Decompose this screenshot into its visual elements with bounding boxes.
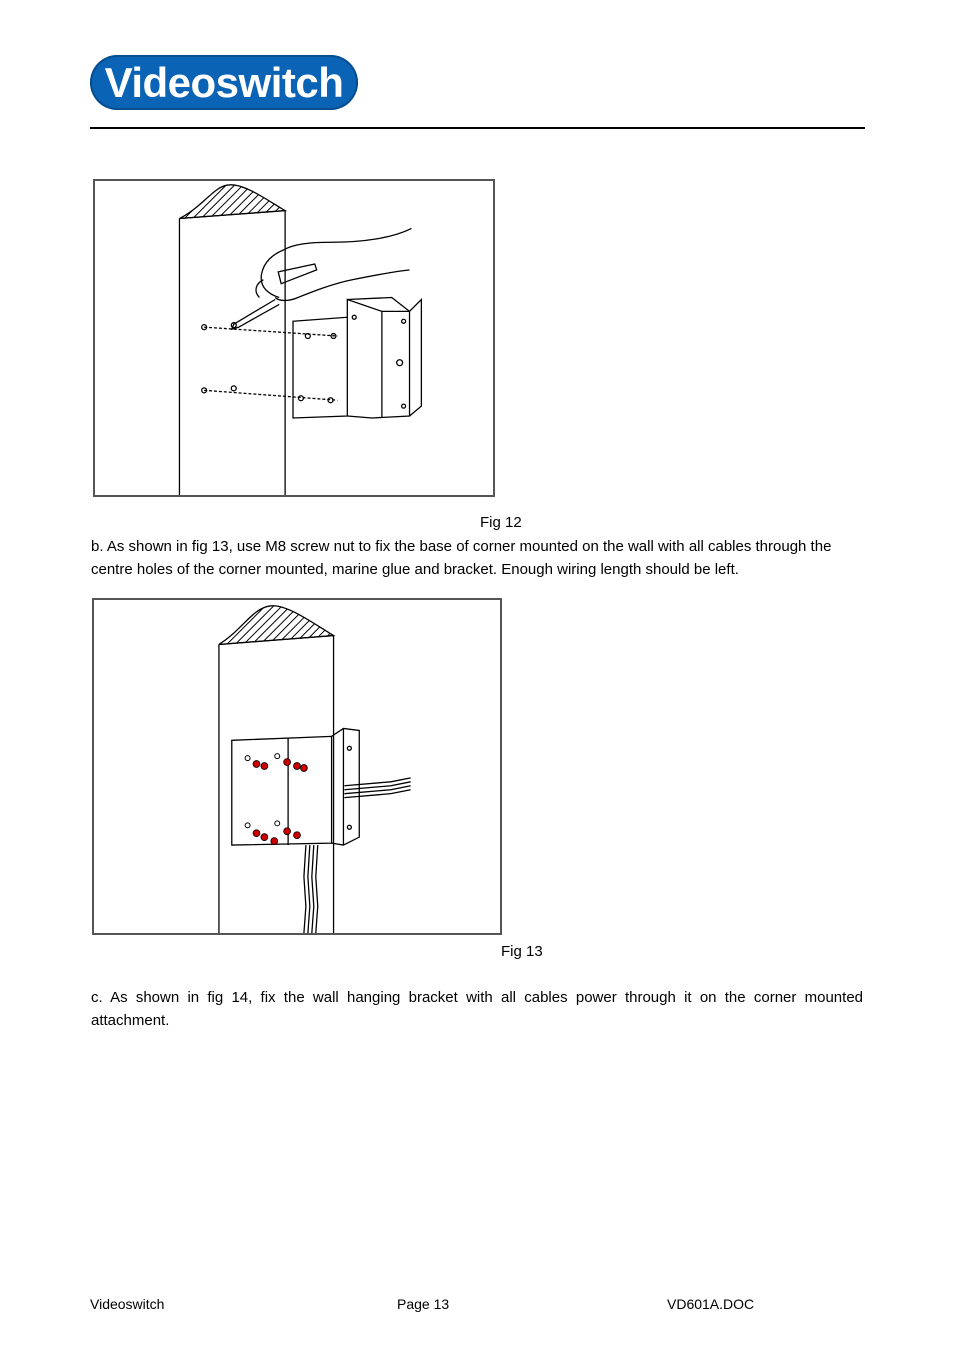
figure-12-illustration	[93, 179, 495, 497]
footer-company: Videoswitch	[90, 1296, 165, 1312]
figure-13-illustration	[92, 598, 502, 935]
logo-text: Videoswitch	[104, 58, 344, 106]
footer-page-number: Page 13	[397, 1296, 450, 1312]
videoswitch-logo	[90, 55, 358, 110]
paragraph-b: b. As shown in fig 13, use M8 screw nut to fix the base of corner mounted on the wall with all cables through the centre holes of the corner mounted, marine glue and bracket. Enough wiring length should be left.	[91, 538, 832, 578]
figure-12-caption: Fig 12	[480, 514, 522, 531]
paragraph-c: c. As shown in fig 14, fix the wall hanging bracket with all cables power through it on the corner mounted attachment.	[91, 989, 863, 1029]
footer-document-id: VD601A.DOC	[667, 1296, 755, 1312]
header-rule	[90, 127, 865, 129]
figure-13-caption: Fig 13	[501, 943, 543, 960]
